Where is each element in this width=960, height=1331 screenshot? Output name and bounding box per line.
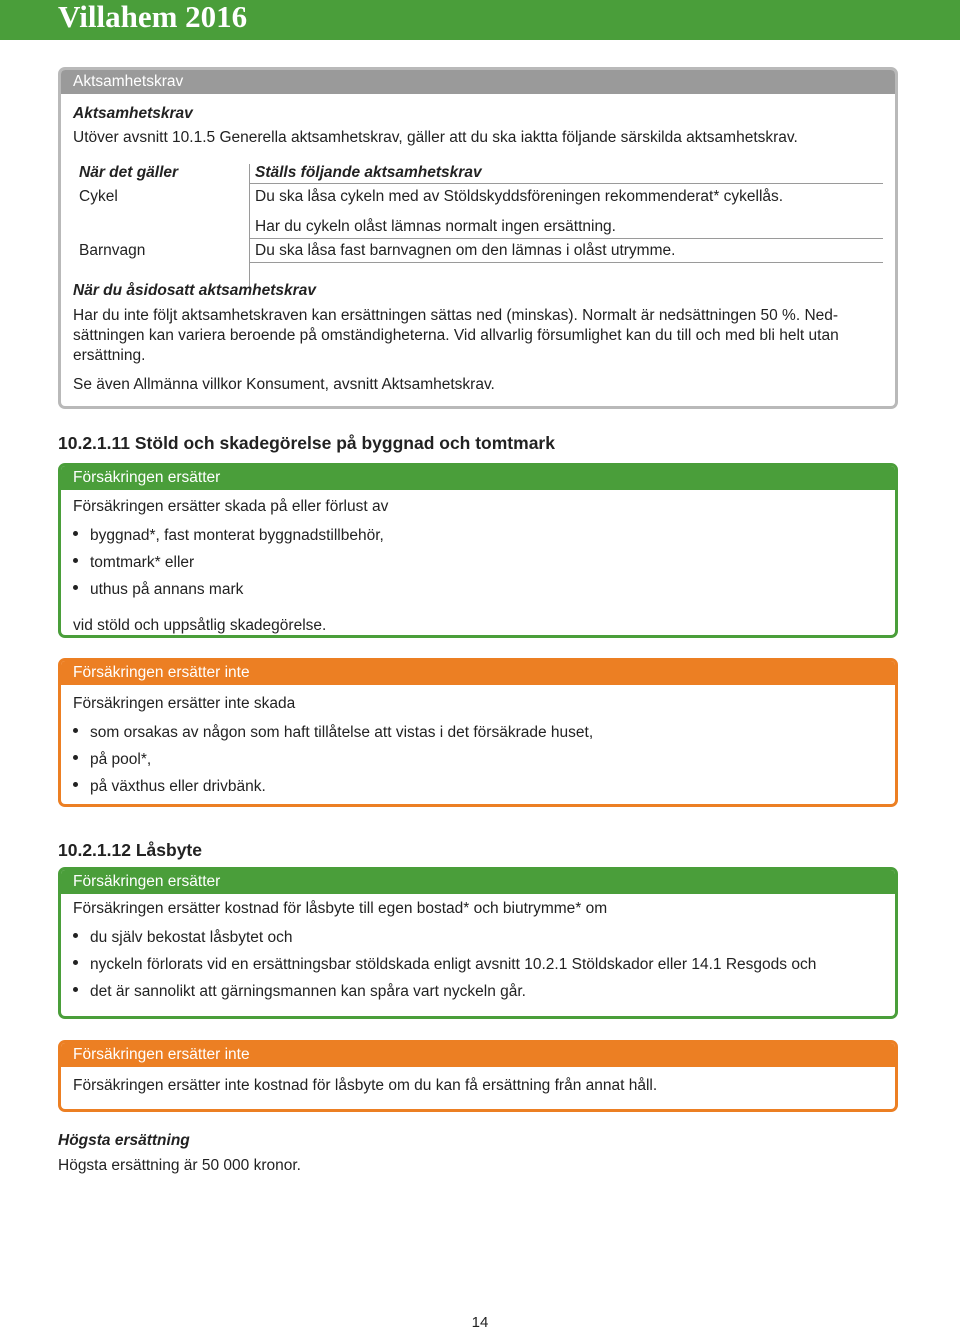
max-compensation-text: Högsta ersättning är 50 000 kronor. [58, 1157, 301, 1174]
page-header [0, 0, 960, 40]
aktsamhet-intro: Utöver avsnitt 10.1.5 Generella aktsamhetskrav, gäller att du ska iaktta följande särskilda aktsamhetskrav. [73, 129, 798, 146]
list-item: det är sannolikt att gärningsmannen kan spåra vart nyckeln går. [73, 983, 526, 1001]
excludes-box-11-title: Försäkringen ersätter inte [61, 661, 895, 685]
table-header-item: När det gäller [79, 164, 179, 181]
table-rule [249, 183, 883, 184]
table-rule [249, 238, 883, 239]
aktsamhet-box-title: Aktsamhetskrav [61, 70, 895, 94]
table-row-item: Cykel [79, 188, 118, 205]
table-row-item: Barnvagn [79, 242, 146, 259]
list-item: byggnad*, fast monterat byggnadstillbehör, [73, 527, 384, 545]
excludes-box-11 [58, 658, 898, 807]
table-row-requirement: Du ska låsa fast barnvagnen om den lämnas i olåst utrymme. [255, 242, 676, 259]
covers-intro: Försäkringen ersätter skada på eller förlust av [73, 498, 389, 515]
aktsamhet-subtitle: Aktsamhetskrav [73, 105, 193, 122]
list-item: på växthus eller drivbänk. [73, 778, 266, 796]
aktsamhet-box [58, 67, 898, 409]
covers-outro: vid stöld och uppsåtlig skadegörelse. [73, 617, 327, 634]
table-row-requirement: Du ska låsa cykeln med av Stöldskyddsföreningen rekommenderat* cykellås. [255, 188, 784, 205]
covers-box-11 [58, 463, 898, 638]
document-title: Villahem 2016 [58, 0, 248, 34]
list-item: nyckeln förlorats vid en ersättningsbar stöldskada enligt avsnitt 10.2.1 Stöldskador eller 14.1 Resgods och [73, 956, 816, 974]
list-item: tomtmark* eller [73, 554, 194, 572]
table-row-requirement: Har du cykeln olåst lämnas normalt ingen ersättning. [255, 218, 616, 235]
excludes-text: Försäkringen ersätter inte kostnad för låsbyte om du kan få ersättning från annat håll. [73, 1077, 658, 1094]
covers-intro: Försäkringen ersätter kostnad för låsbyte till egen bostad* och biutrymme* om [73, 900, 608, 917]
table-divider [249, 164, 250, 288]
covers-box-12 [58, 867, 898, 1019]
covers-box-12-title: Försäkringen ersätter [61, 870, 895, 894]
list-item: uthus på annans mark [73, 581, 243, 599]
excludes-box-12-title: Försäkringen ersätter inte [61, 1043, 895, 1067]
see-also-text: Se även Allmänna villkor Konsument, avsnitt Aktsamhetskrav. [73, 376, 495, 393]
table-rule [249, 262, 883, 263]
excludes-box-12 [58, 1040, 898, 1112]
list-item: på pool*, [73, 751, 151, 769]
covers-box-11-title: Försäkringen ersätter [61, 466, 895, 490]
excludes-intro: Försäkringen ersätter inte skada [73, 695, 296, 712]
list-item: du själv bekostat låsbytet och [73, 929, 292, 947]
table-header-requirement: Ställs följande aktsamhetskrav [255, 164, 482, 181]
section-title-12: 10.2.1.12 Låsbyte [58, 840, 202, 860]
max-compensation-title: Högsta ersättning [58, 1132, 190, 1149]
violation-title: När du åsidosatt aktsamhetskrav [73, 282, 316, 299]
violation-text: Har du inte följt aktsamhetskraven kan ersättningen sättas ned (minskas). Normalt är nedsättningen 50 %. Ned- [73, 307, 839, 324]
violation-text: ersättning. [73, 347, 146, 364]
section-title-11: 10.2.1.11 Stöld och skadegörelse på byggnad och tomtmark [58, 433, 555, 453]
list-item: som orsakas av någon som haft tillåtelse att vistas i det försäkrade huset, [73, 724, 593, 742]
violation-text: sättningen kan variera beroende på omständigheterna. Vid allvarlig försumlighet kan du till och med bli helt utan [73, 327, 839, 344]
page-number: 14 [471, 1314, 489, 1331]
